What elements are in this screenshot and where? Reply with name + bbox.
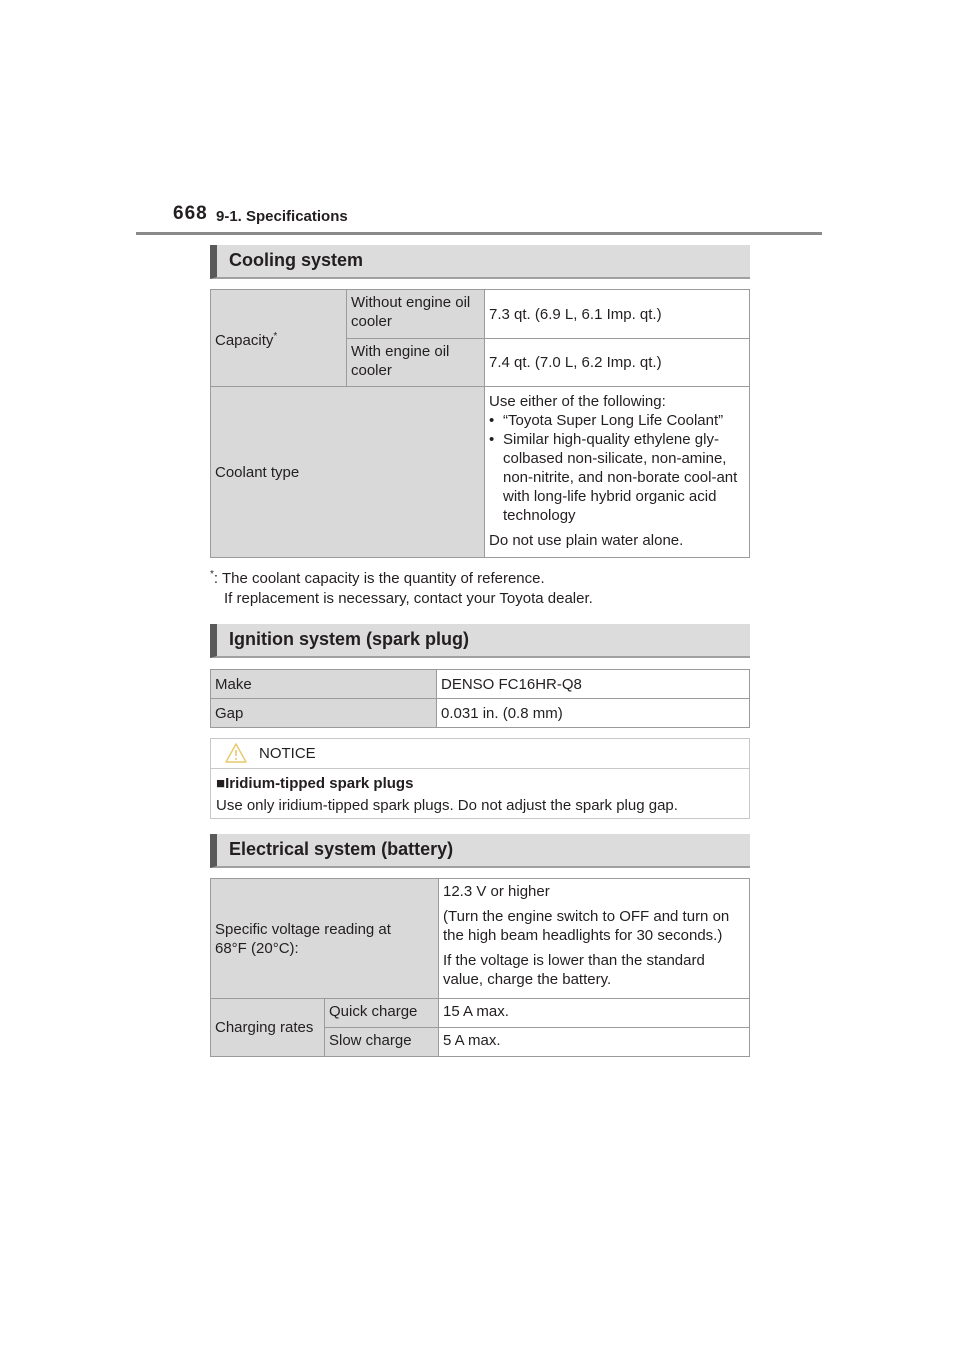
- with-cooler-value: 7.4 qt. (7.0 L, 6.2 Imp. qt.): [485, 339, 750, 387]
- charging-rates-label: Charging rates: [211, 999, 325, 1057]
- table-row: [211, 670, 750, 699]
- page-number: 668: [173, 203, 208, 224]
- quick-charge-value: 15 A max.: [439, 999, 750, 1028]
- notice-title: ■Iridium-tipped spark plugs: [216, 775, 414, 792]
- notice-body: [211, 769, 749, 821]
- notice-text: Use only iridium-tipped spark plugs. Do not adjust the spark plug gap.: [216, 797, 678, 814]
- capacity-label: Capacity*: [211, 290, 347, 387]
- list-item: • “Toyota Super Long Life Coolant”: [489, 412, 724, 429]
- warning-icon: [225, 743, 247, 763]
- coolant-type-label: Coolant type: [211, 387, 485, 558]
- with-cooler-label: With engine oil cooler: [347, 339, 485, 387]
- table-row: [211, 290, 750, 339]
- table-row: [211, 879, 750, 999]
- voltage-value: 12.3 V or higher (Turn the engine switch to OFF and turn on the high beam headlights for 30 seconds.) If the voltage is lower than the standard value, charge the battery.: [439, 879, 750, 999]
- slow-charge-label: Slow charge: [325, 1028, 439, 1057]
- electrical-system-table: [210, 878, 750, 1057]
- notice-label: NOTICE: [259, 745, 316, 762]
- cooling-system-heading: Cooling system: [210, 245, 750, 279]
- ignition-system-table: [210, 669, 750, 728]
- table-row: [211, 387, 750, 558]
- bullet-square-icon: ■: [216, 775, 226, 792]
- notice-box: [210, 738, 750, 819]
- without-cooler-label: Without engine oil cooler: [347, 290, 485, 339]
- footnote: *: The coolant capacity is the quantity of reference. If replacement is necessary, contact your Toyota dealer.: [210, 569, 593, 607]
- ignition-system-heading: Ignition system (spark plug): [210, 624, 750, 658]
- notice-header: [211, 739, 749, 769]
- cooling-system-table: [210, 289, 750, 558]
- table-row: [211, 999, 750, 1028]
- table-row: [211, 699, 750, 728]
- make-value: DENSO FC16HR-Q8: [437, 670, 750, 699]
- quick-charge-label: Quick charge: [325, 999, 439, 1028]
- gap-label: Gap: [211, 699, 437, 728]
- gap-value: 0.031 in. (0.8 mm): [437, 699, 750, 728]
- make-label: Make: [211, 670, 437, 699]
- coolant-type-value: Use either of the following: • “Toyota Super Long Life Coolant” • Similar high-quality ethylene gly-colbased non-silicate, non-amine, non-nitrite, and non-borate cool-ant with long-life hybrid organic acid technology Do not use plain water alone.: [485, 387, 750, 558]
- section-title: 9-1. Specifications: [216, 208, 348, 225]
- list-item: • Similar high-quality ethylene gly-colbased non-silicate, non-amine, non-nitrite, and non-borate cool-ant with long-life hybrid organic acid technology: [489, 431, 738, 524]
- without-cooler-value: 7.3 qt. (6.9 L, 6.1 Imp. qt.): [485, 290, 750, 339]
- header-rule: [136, 232, 822, 235]
- electrical-system-heading: Electrical system (battery): [210, 834, 750, 868]
- voltage-label: Specific voltage reading at 68°F (20°C):: [211, 879, 439, 999]
- slow-charge-value: 5 A max.: [439, 1028, 750, 1057]
